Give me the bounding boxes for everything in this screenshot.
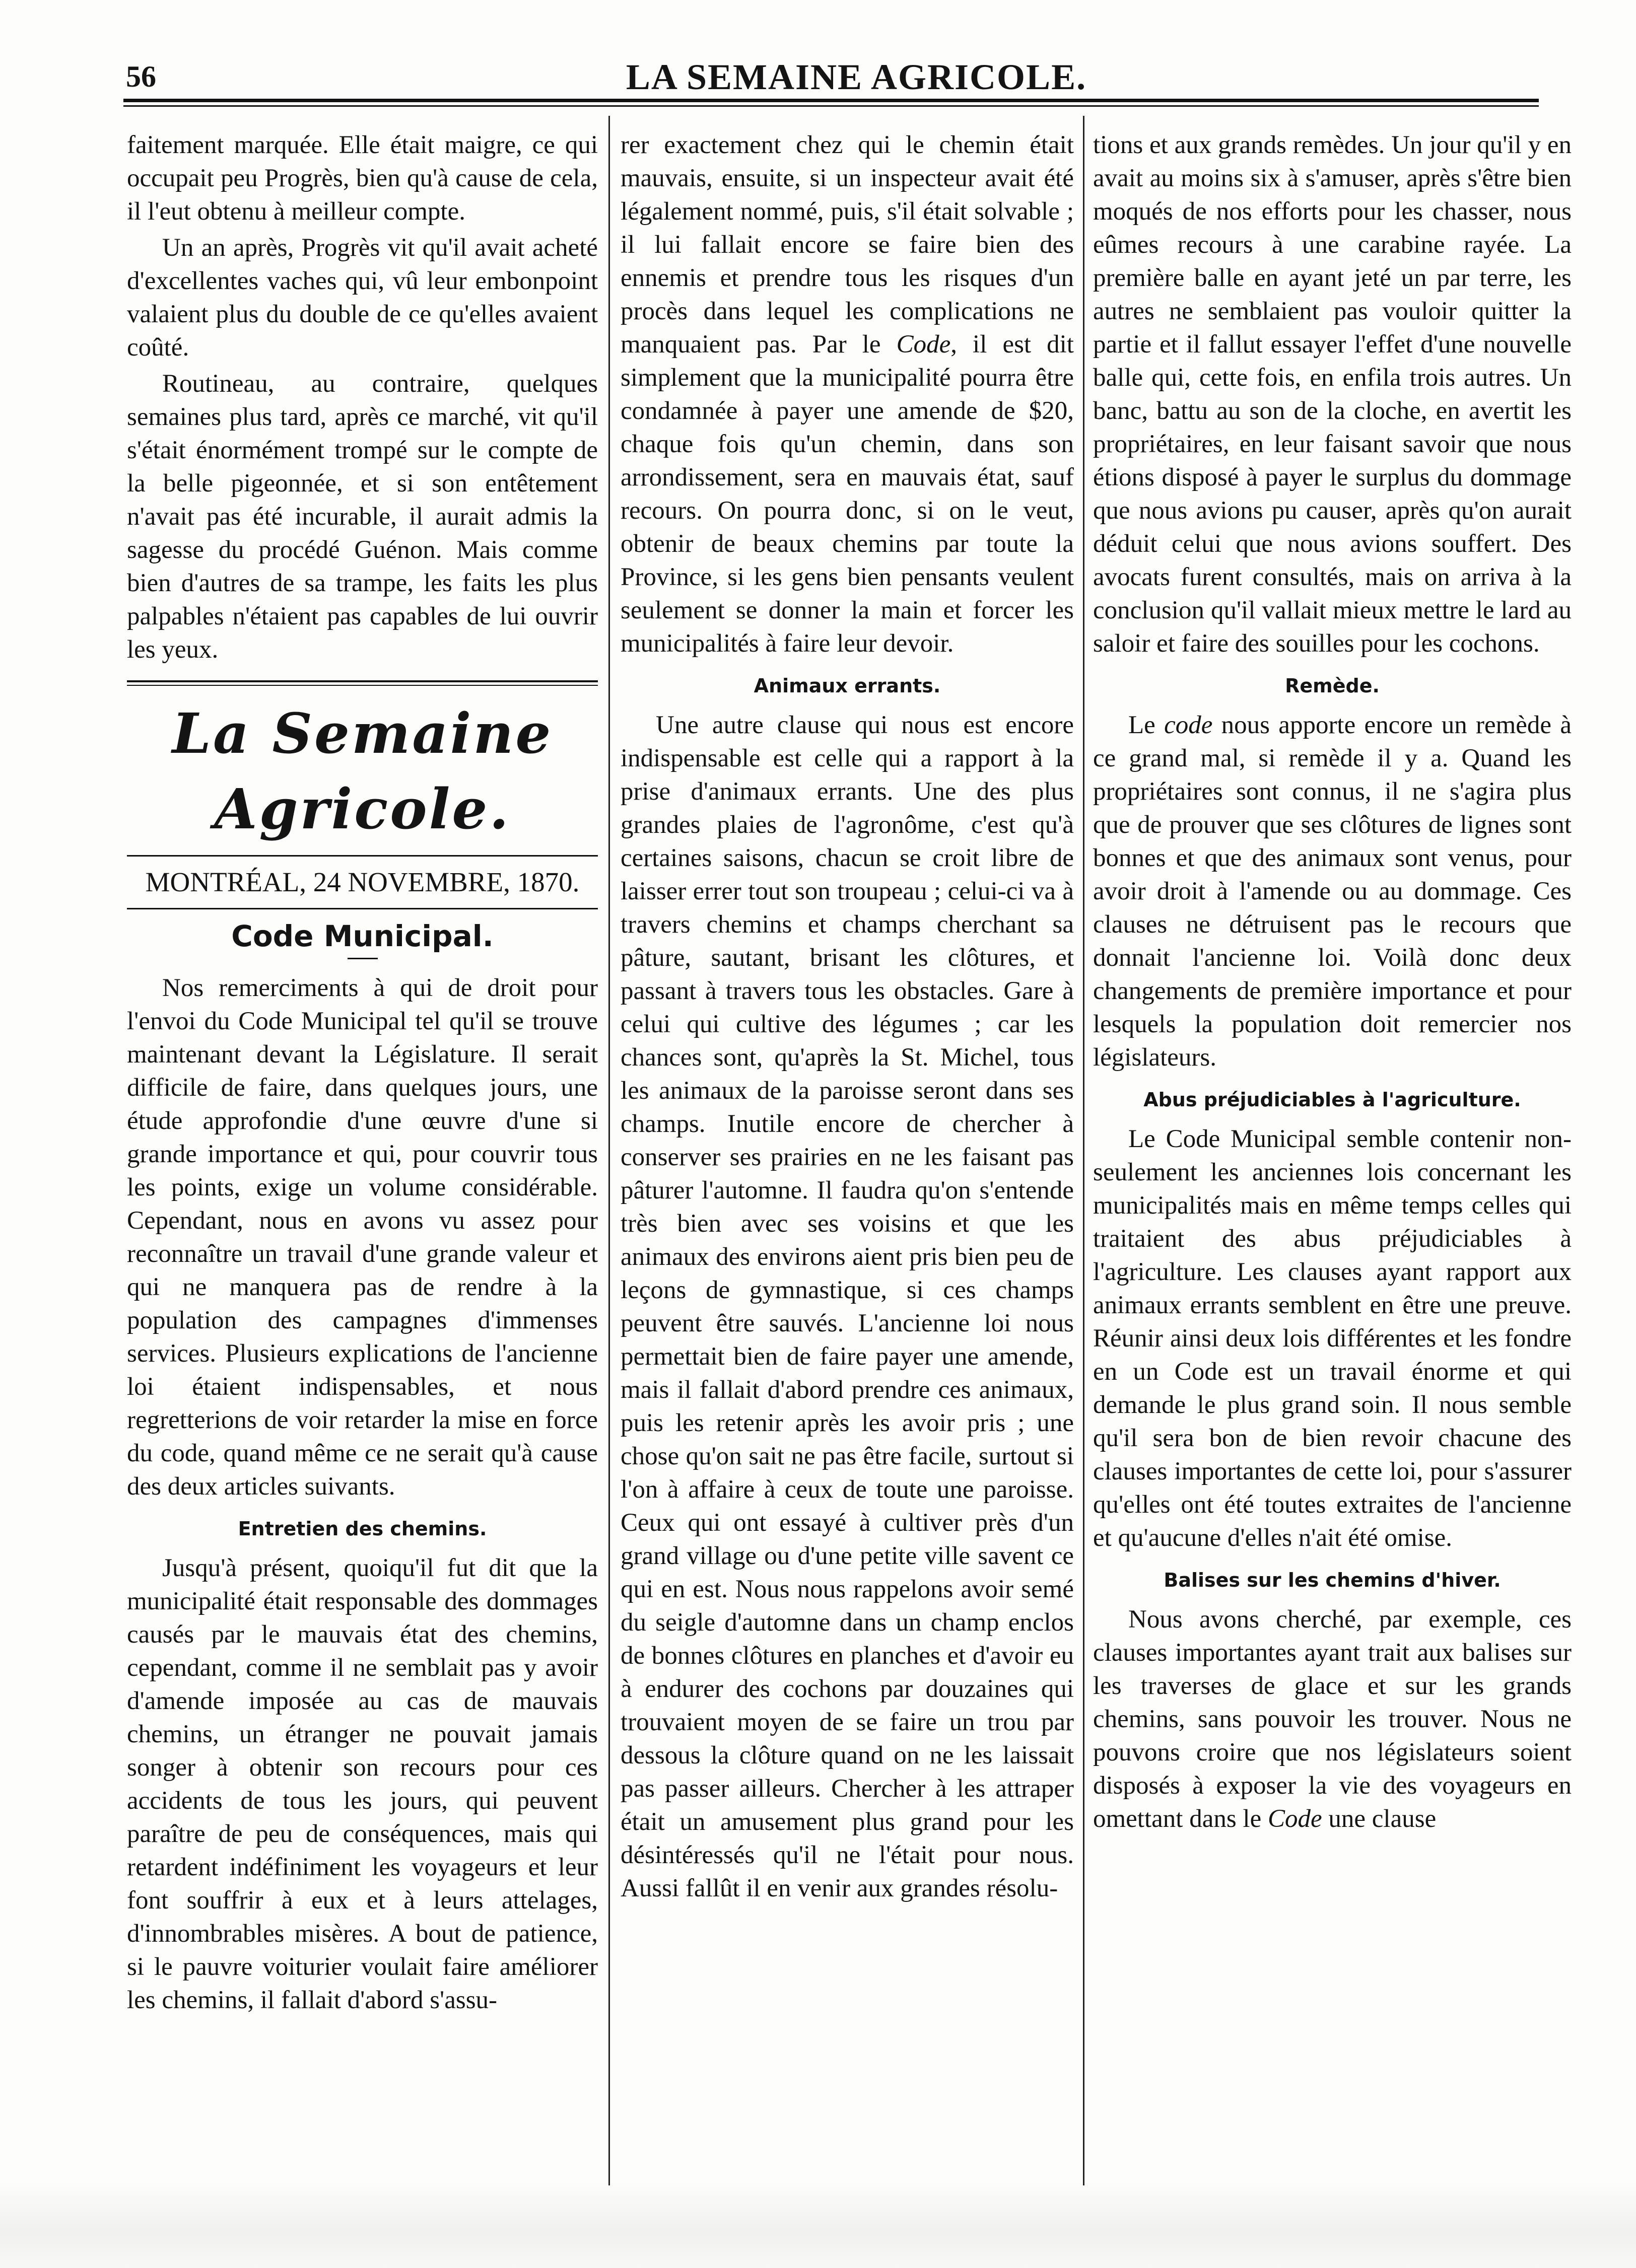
- paragraph: Un an après, Progrès vit qu'il avait acheté d'excellentes vaches qui, vû leur embonpoint valaient plus du double de ce qu'elles avaient coûté.: [127, 234, 598, 362]
- column-3: [1093, 128, 1572, 2183]
- column-1: [127, 128, 598, 2183]
- dateline-rule: [127, 908, 598, 909]
- article-title: Code Municipal.: [231, 919, 494, 953]
- title-rule: [348, 958, 378, 959]
- masthead: La Semaine Agricole.: [172, 701, 553, 841]
- paragraph: Nos remerciments à qui de droit pour l'envoi du Code Municipal tel qu'il se trouve maintenant devant la Législature. Il serait difficile de faire, dans quelques jours, une étude approfondie d'une œuvre d'une si grande importance et qui, pour couvrir tous les points, exige un volume considérable. Cependant, nous en avons vu assez pour reconnaître un travail d'une grande valeur et qui ne manquera pas de rendre à la population des campagnes d'immenses services. Plusieurs explications de l'ancienne loi étaient indispensables, et nous regretterions de voir retarder la mise en force du code, quand même ce ne serait qu'à cause des deux articles suivants.: [127, 974, 598, 1501]
- column-divider-2: [1083, 116, 1084, 2185]
- paragraph: faitement marquée. Elle était maigre, ce qui occupait peu Progrès, bien qu'à cause de cela, il l'eut obtenu à meilleur compte.: [127, 131, 598, 226]
- paragraph: Le Code Municipal semble contenir non-seulement les anciennes lois concernant les municipalités mais en même temps celles qui traitaient des abus préjudiciables à l'agriculture. Les clauses ayant rapport aux animaux errants semblent en être une preuve. Réunir ainsi deux lois différentes et les fondre en un Code est un travail énorme et qui demande le plus grand soin. Il nous semble qu'il sera bon de bien revoir chacune des clauses importantes de cette loi, pour s'assurer qu'elles ont été toutes extraites de l'ancienne et qu'aucune d'elles n'ait été omise.: [1093, 1125, 1572, 1552]
- subheading: Abus préjudiciables à l'agriculture.: [1143, 1089, 1521, 1111]
- subheading: Remède.: [1285, 675, 1380, 697]
- subheading: Balises sur les chemins d'hiver.: [1164, 1569, 1501, 1591]
- paragraph: Jusqu'à présent, quoiqu'il fut dit que la municipalité était responsable des dommages causés par le mauvais état des chemins, cependant, comme il ne semblait pas y avoir d'amende imposée au cas de mauvais chemins, un étranger ne pouvait jamais songer à obtenir son recours pour ces accidents de tous les jours, qui peuvent paraître de peu de conséquences, mais qui retardent indéfiniment les voyageurs et leur font souffrir à eux et à leurs attelages, d'innombrables misères. A bout de patience, si le pauvre voiturier voulait faire améliorer les chemins, il fallait d'abord s'assu-: [127, 1554, 598, 2014]
- column-divider-1: [608, 116, 610, 2185]
- paragraph: rer exactement chez qui le chemin était mauvais, ensuite, si un inspecteur avait été légalement nommé, puis, s'il était solvable ; il lui fallait encore se faire bien des ennemis et prendre tous les risques d'un procès dans lequel les complications ne manquaient pas. Par le Code, il est dit simplement que la municipalité pourra être condamnée à payer une amende de $20, chaque fois qu'un chemin, dans son arrondissement, sera en mauvais état, sauf recours. On pourra donc, si on le veut, obtenir de beaux chemins par toute la Province, si les gens bien pensants veulent seulement se donner la main et forcer les municipalités à faire leur devoir.: [621, 131, 1074, 658]
- dateline: MONTRÉAL, 24 NOVEMBRE, 1870.: [145, 867, 580, 897]
- scan-margin: [0, 2180, 1636, 2268]
- section-rule: [127, 680, 598, 686]
- paragraph: Routineau, au contraire, quelques semaines plus tard, après ce marché, vit qu'il s'était énormément trompé sur le compte de la belle pigeonnée, et si son entêtement n'avait pas été incurable, il aurait admis la sagesse du procédé Guénon. Mais comme bien d'autres de sa trampe, les faits les plus palpables n'étaient pas capables de lui ouvrir les yeux.: [127, 370, 598, 664]
- subheading: Animaux errants.: [754, 675, 941, 697]
- paragraph: Nous avons cherché, par exemple, ces clauses importantes ayant trait aux balises sur les traverses de glace et sur les grands chemins, sans pouvoir les trouver. Nous ne pouvons croire que nos législateurs soient disposés à exposer la vie des voyageurs en omettant dans le Code une clause: [1093, 1605, 1572, 1833]
- running-title: LA SEMAINE AGRICOLE.: [626, 57, 1087, 97]
- paragraph: tions et aux grands remèdes. Un jour qu'il y en avait au moins six à s'amuser, après s'être bien moqués de nos efforts pour les chasser, nous eûmes recours à une carabine rayée. La première balle en ayant jeté un par terre, les autres ne semblaient pas vouloir quitter la partie et il fallut essayer l'effet d'une nouvelle balle qui, cette fois, en enfila trois autres. Un banc, battu au son de la cloche, en avertit les propriétaires, en leur faisant savoir que nous étions disposé à payer le surplus du dommage que nous avions pu causer, après qu'on aurait déduit celui que nous avions souffert. Des avocats furent consultés, mais on arriva à la conclusion qu'il vallait mieux mettre le lard au saloir et faire des souilles pour les cochons.: [1093, 131, 1572, 658]
- column-2: [621, 128, 1074, 2183]
- page-number: 56: [126, 60, 156, 93]
- header-rule: [123, 99, 1539, 107]
- masthead-rule: [127, 855, 598, 857]
- paragraph: Une autre clause qui nous est encore indispensable est celle qui a rapport à la prise d'animaux errants. Une des plus grandes plaies de l'agronôme, c'est qu'à certaines saisons, chacun se croit libre de laisser errer tout son troupeau ; celui-ci va à travers chemins et champs cherchant sa pâture, sautant, brisant les clôtures, et passant à travers tous les obstacles. Gare à celui qui cultive des légumes ; car les chances sont, qu'après la St. Michel, tous les animaux de la paroisse seront dans ses champs. Inutile encore de chercher à conserver ses prairies en ne les faisant pas pâturer l'automne. Il faudra qu'on s'entende très bien avec ses voisins et que les animaux des environs aient pris bien peu de leçons de gymnastique, si ces champs peuvent être sauvés. L'ancienne loi nous permettait bien de faire payer une amende, mais il fallait d'abord prendre ces animaux, puis les retenir après les avoir pris ; une chose qu'on sait ne pas être facile, surtout si l'on à affaire à ceux de toute une paroisse. Ceux qui ont essayé à cultiver près d'un grand village ou d'une petite ville savent ce qui en est. Nous nous rappelons avoir semé du seigle d'automne dans un champ enclos de bonnes clôtures en planches et d'avoir eu à endurer des cochons par douzaines qui trouvaient moyen de se faire un trou par dessous la clôture quand on ne les laissait pas passer ailleurs. Chercher à les attraper était un amusement plus grand pour les désintéressés qu'il ne l'était pour nous. Aussi fallût il en venir aux grandes résolu-: [621, 711, 1074, 1902]
- paragraph: Le code nous apporte encore un remède à ce grand mal, si remède il y a. Quand les propriétaires sont connus, il ne s'agira plus que de prouver que ses clôtures de lignes sont bonnes et que des animaux sont venus, pour avoir droit à l'amende ou au dommage. Ces clauses ne détruisent pas le recours que donnait l'ancienne loi. Voilà donc deux changements de première importance et pour lesquels la population doit remercier nos législateurs.: [1093, 711, 1572, 1072]
- subheading: Entretien des chemins.: [238, 1518, 487, 1540]
